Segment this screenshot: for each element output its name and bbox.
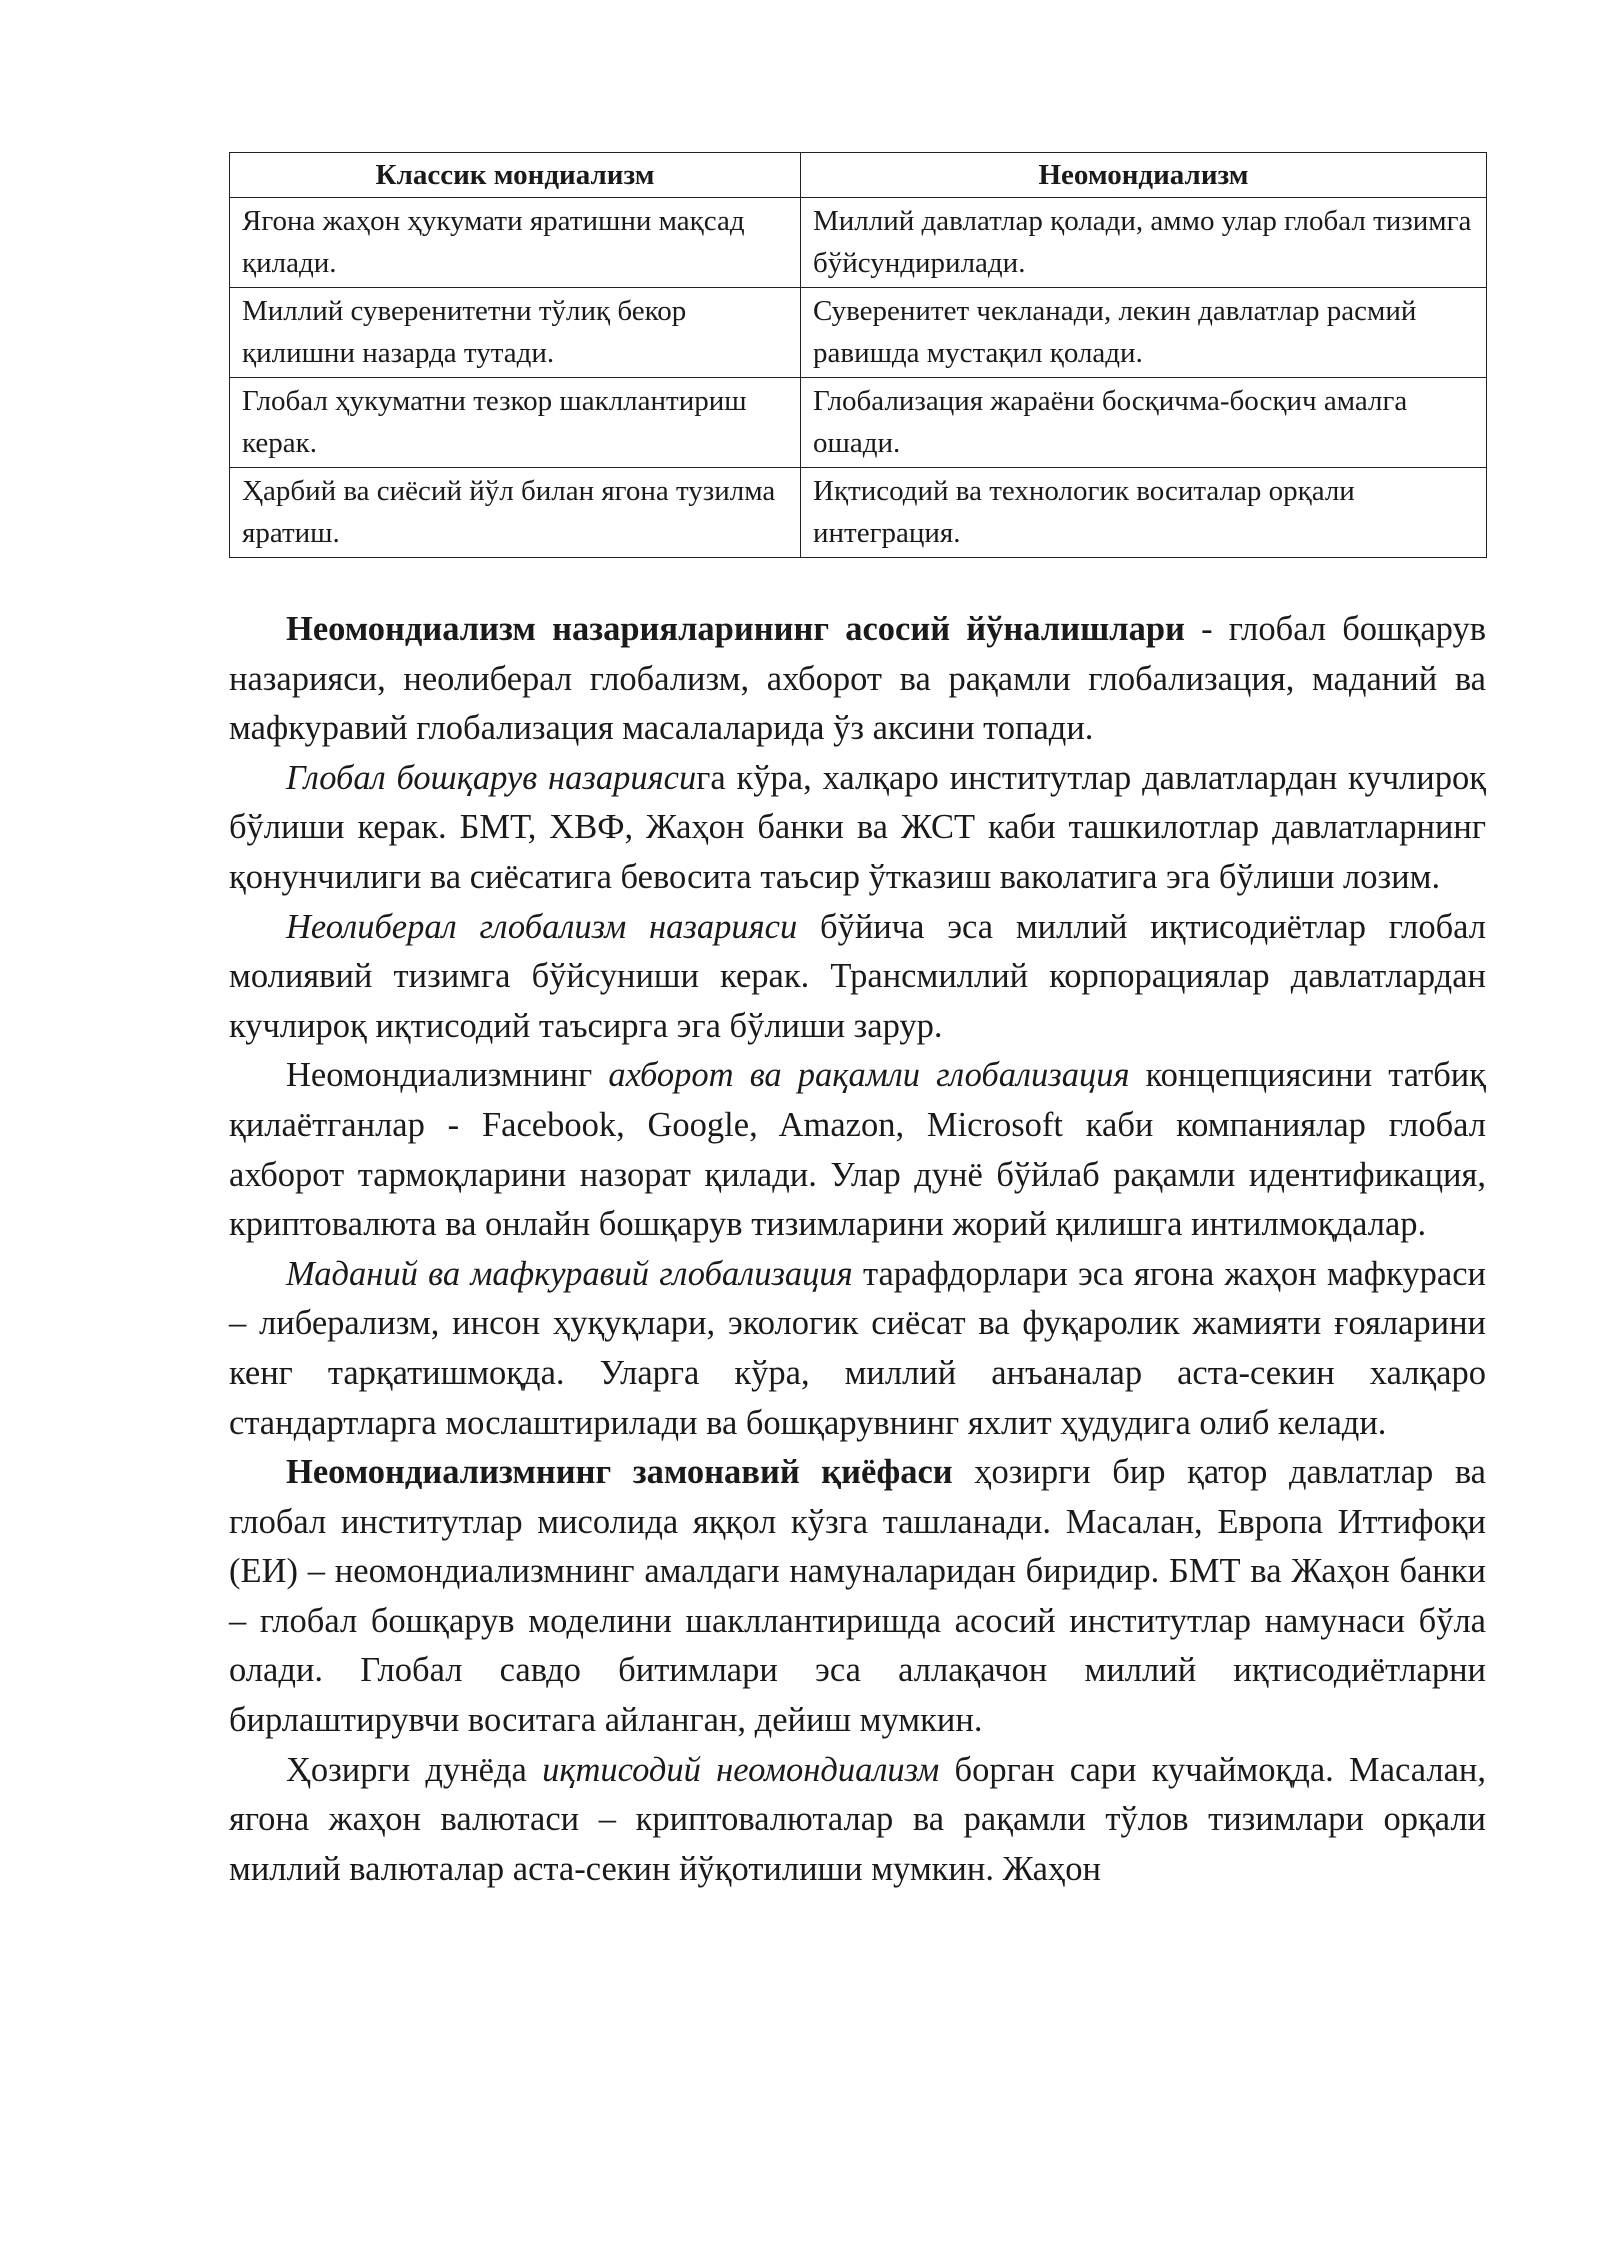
paragraph <box>229 1746 1486 1895</box>
paragraph-text: ҳозирги бир қатор давлатлар ва глобал институтлар мисолида яққол кўзга ташланади. Масалан, Европа Иттифоқи (ЕИ) – неомондиализмнинг амалдаги намуналаридан биридир. БМТ ва Жаҳон банки – глобал бошқарув моделини шакллантиришда асосий институтлар намунаси бўла олади. Глобал савдо битимлари эса аллақачон миллий иқтисодиётларни бирлаштирувчи воситага айланган, дейиш мумкин. <box>229 1453 1486 1740</box>
paragraph <box>229 754 1486 903</box>
table-header-row <box>230 153 1487 198</box>
paragraph <box>229 1250 1486 1448</box>
paragraph <box>229 903 1486 1052</box>
comparison-table <box>229 152 1487 558</box>
paragraph-text: борган сари кучаймоқда. Масалан, ягона жаҳон валютаси – криптовалюталар ва рақамли тўлов тизимлари орқали миллий валюталар аста-секин йўқотилиши мумкин. Жаҳон <box>229 1750 1486 1888</box>
table-cell: Миллий давлатлар қолади, аммо улар глобал тизимга бўйсундирилади. <box>801 198 1487 288</box>
table-cell: Глобал ҳукуматни тезкор шакллантириш керак. <box>230 378 801 468</box>
body-text <box>229 605 1486 1894</box>
paragraph <box>229 605 1486 754</box>
paragraph-text: Ҳозирги дунёда <box>286 1750 543 1789</box>
paragraph <box>229 1448 1486 1746</box>
table-cell: Суверенитет чекланади, лекин давлатлар расмий равишда мустақил қолади. <box>801 288 1487 378</box>
paragraph-text: га кўра, халқаро институтлар давлатлардан кучлироқ бўлиши керак. БМТ, ХВФ, Жаҳон банки ва ЖСТ каби ташкилотлар давлатларнинг қонунчилиги ва сиёсатига бевосита таъсир ўтказиш ваколатига эга бўлиши лозим. <box>229 758 1486 896</box>
column-header-classic: Классик мондиализм <box>230 153 801 198</box>
emphasis-term: иқтисодий неомондиализм <box>542 1750 940 1789</box>
table-cell: Ягона жаҳон ҳукумати яратишни мақсад қилади. <box>230 198 801 288</box>
paragraph-text: концепциясини татбиқ қилаётганлар - Facebook, Google, Amazon, Microsoft каби компаниялар глобал ахборот тармоқларини назорат қилади. Улар дунё бўйлаб рақамли идентификация, криптовалюта ва онлайн бошқарув тизимларини жорий қилишга интилмоқдалар. <box>229 1056 1487 1244</box>
emphasis-term: ахборот ва рақамли глобализация <box>608 1056 1130 1095</box>
paragraph-heading: Неомондиализмнинг замонавий қиёфаси <box>286 1453 953 1492</box>
table-cell: Глобализация жараёни босқичма-босқич амалга ошади. <box>801 378 1487 468</box>
document-page <box>229 152 1486 1894</box>
table-row <box>230 378 1487 468</box>
paragraph-text: - глобал бошқарув назарияси, неолиберал глобализм, ахборот ва рақамли глобализация, маданий ва мафкуравий глобализация масалаларида ўз аксини топади. <box>229 610 1486 748</box>
paragraph-heading: Неомондиализм назарияларининг асосий йўналишлари <box>286 610 1185 648</box>
table-row <box>230 468 1487 558</box>
emphasis-term: Глобал бошқарув назарияси <box>286 758 697 797</box>
table-cell: Иқтисодий ва технологик воситалар орқали интеграция. <box>801 468 1487 558</box>
paragraph-text: тарафдорлари эса ягона жаҳон мафкураси – либерализм, инсон ҳуқуқлари, экологик сиёсат ва фуқаролик жамияти ғояларини кенг тарқатишмоқда. Уларга кўра, миллий анъаналар аста-секин халқаро стандартларга мослаштирилади ва бошқарувнинг яхлит ҳудудига олиб келади. <box>229 1254 1486 1442</box>
table-cell: Ҳарбий ва сиёсий йўл билан ягона тузилма яратиш. <box>230 468 801 558</box>
table-row <box>230 288 1487 378</box>
emphasis-term: Маданий ва мафкуравий глобализация <box>286 1254 853 1293</box>
paragraph-text: бўйича эса миллий иқтисодиётлар глобал молиявий тизимга бўйсуниши керак. Трансмиллий корпорациялар давлатлардан кучлироқ иқтисодий таъсирга эга бўлиши зарур. <box>229 907 1487 1045</box>
paragraph <box>229 1051 1486 1249</box>
emphasis-term: Неолиберал глобализм назарияси <box>286 907 798 946</box>
paragraph-text: Неомондиализмнинг <box>286 1056 609 1095</box>
column-header-neo: Неомондиализм <box>801 153 1487 198</box>
table-row <box>230 198 1487 288</box>
table-cell: Миллий суверенитетни тўлиқ бекор қилишни назарда тутади. <box>230 288 801 378</box>
